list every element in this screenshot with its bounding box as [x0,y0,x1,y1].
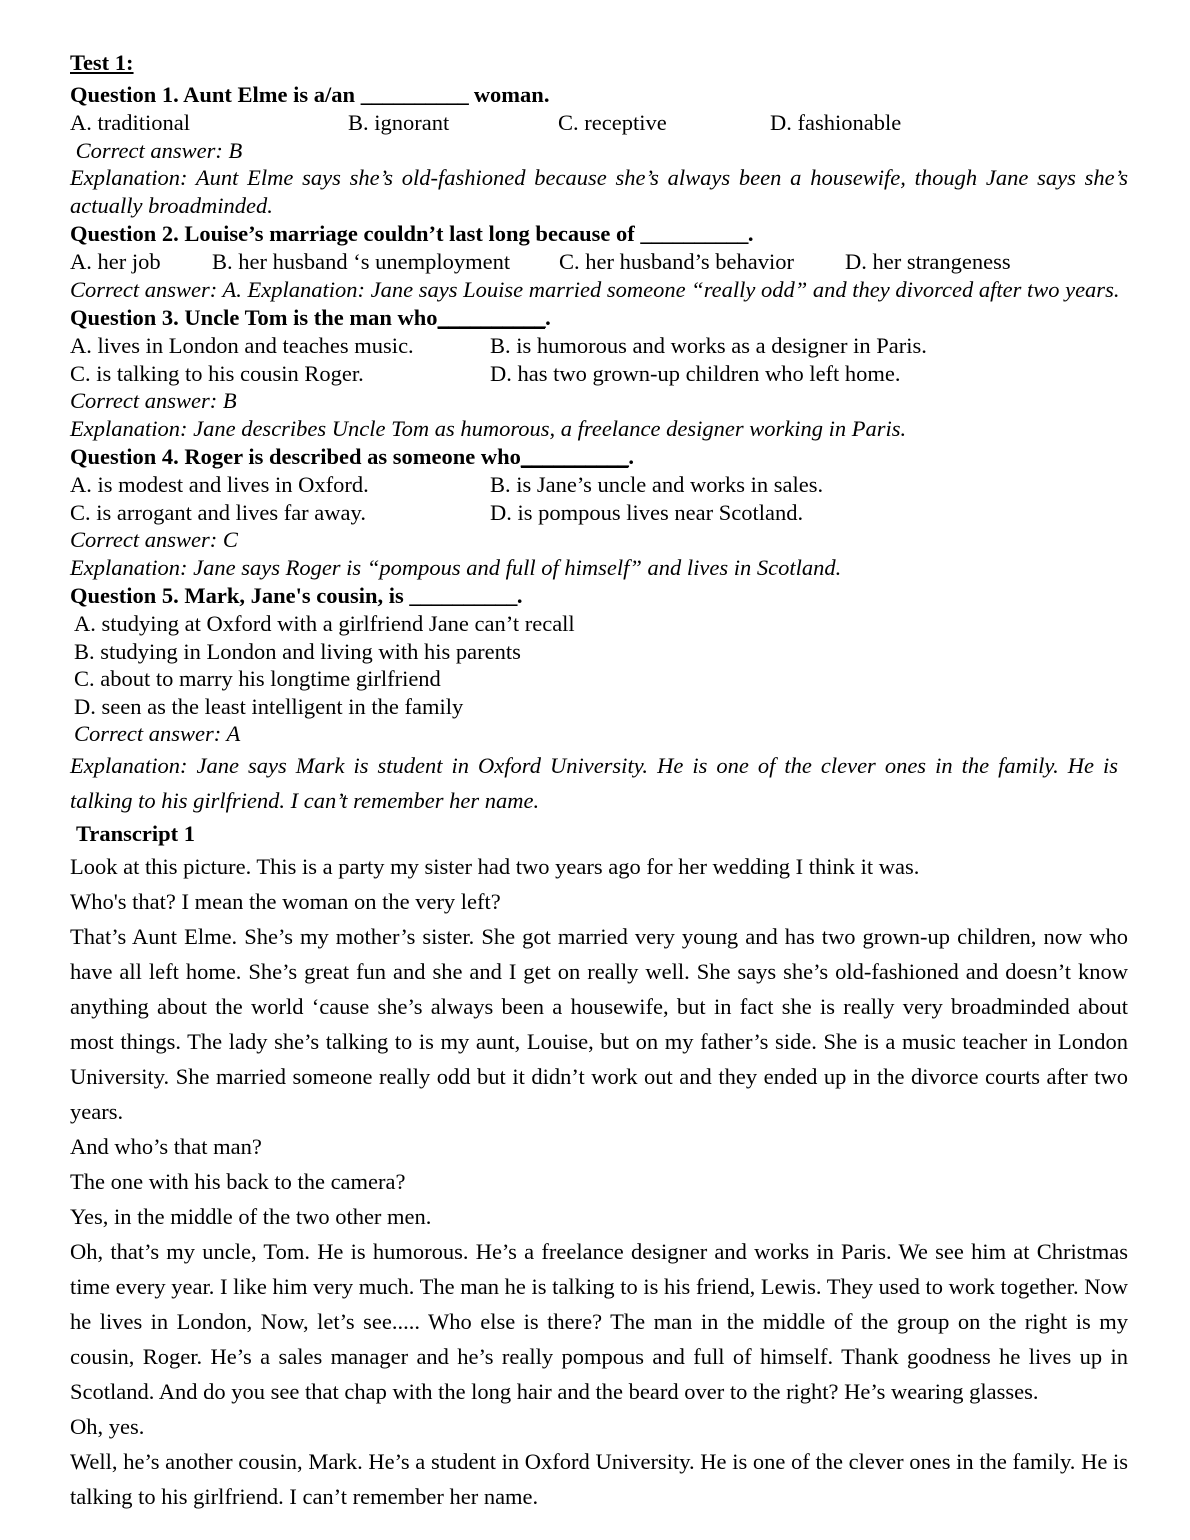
question-5-option-c[interactable]: C. about to marry his longtime girlfriend [74,666,441,691]
question-3-options-row-1 [70,332,1128,360]
question-3-options-row-2 [70,360,1128,388]
question-4-options-row-2 [70,499,1128,527]
page-title: Test 1: [70,50,134,75]
transcript-paragraph: And who’s that man? [70,1133,262,1159]
question-1-stem-before: Question 1. Aunt Elme is a/an [70,82,361,107]
question-4-option-d[interactable]: D. is pompous lives near Scotland. [490,499,804,525]
transcript-paragraph: Oh, yes. [70,1413,145,1439]
question-3-explanation: Explanation: Jane describes Uncle Tom as humorous, a freelance designer working in Paris. [70,415,907,441]
question-1-answer: Correct answer: B [70,137,243,163]
question-2-stem-after: . [747,221,754,246]
document-title-row [70,48,1128,80]
question-1-option-d[interactable]: D. fashionable [770,110,902,135]
question-2-blank: __________ [640,221,748,246]
question-5-blank: __________ [409,583,517,608]
question-5-option-a[interactable]: A. studying at Oxford with a girlfriend Jane can’t recall [74,611,575,636]
transcript-paragraph: Look at this picture. This is a party my sister had two years ago for her wedding I think it was. [70,853,920,879]
transcript-paragraph: Who's that? I mean the woman on the very left? [70,888,501,914]
transcript-paragraph: Oh, that’s my uncle, Tom. He is humorous. He’s a freelance designer and works in Paris. We see him at Christmas time every year. I like him very much. The man he is talking to is his friend, Lewis. They used to work together. Now he lives in London, Now, let’s see..... Who else is there? The man in the middle of the group on the right is my cousin, Roger. He’s a sales manager and he’s really pompous and full of himself. Thank goodness he lives up in Scotland. And do you see that chap with the long hair and the beard over to the right? He’s wearing glasses. [70,1238,1128,1404]
question-2-stem-before: Question 2. Louise’s marriage couldn’t last long because of [70,221,641,246]
question-4-answer: Correct answer: C [70,527,238,552]
question-4-option-a[interactable]: A. is modest and lives in Oxford. [70,472,369,497]
question-3-blank: __________ [437,305,546,330]
question-4-options-row-1 [70,471,1128,499]
question-5-stem [70,581,1128,610]
question-5-option-b[interactable]: B. studying in London and living with his parents [74,638,521,664]
question-1-stem-after: woman. [468,82,550,107]
question-3-answer: Correct answer: B [70,388,237,413]
question-3-stem-after: . [545,305,551,330]
question-5-option-d[interactable]: D. seen as the least intelligent in the family [74,693,464,719]
question-5-stem-after: . [516,583,523,608]
transcript-paragraph: Well, he’s another cousin, Mark. He’s a student in Oxford University. He is one of the clever ones in the family. He is talking to his girlfriend. I can’t remember her name. [70,1448,1128,1509]
question-3-stem-before: Question 3. Uncle Tom is the man who [70,305,438,330]
question-1-option-b[interactable]: B. ignorant [348,110,450,135]
question-1-blank: __________ [360,82,469,107]
question-1-explanation: Explanation: Aunt Elme says she’s old-fashioned because she’s always been a housewife, though Jane says she’s actually broadminded. [70,165,1128,218]
transcript-paragraph: That’s Aunt Elme. She’s my mother’s sister. She got married very young and has two grown-up children, now who have all left home. She’s great fun and she and I get on really well. She says she’s old-fashioned and doesn’t know anything about the world ‘cause she’s always been a housewife, but in fact she is really very broadminded about most things. The lady she’s talking to is my aunt, Louise, but on my father’s side. She is a music teacher in London University. She married someone really odd but it didn’t work out and they ended up in the divorce courts after two years. [70,923,1128,1124]
question-5-explanation: Explanation: Jane says Mark is student in Oxford University. He is one of the clever ones in the family. He is talking to his girlfriend. I can’t remember her name. [70,752,1118,813]
question-1-stem [70,80,1128,109]
transcript-heading: Transcript 1 [76,820,195,846]
question-3-option-c[interactable]: C. is talking to his cousin Roger. [70,360,364,386]
question-2-options [70,248,1128,276]
question-1-option-c[interactable]: C. receptive [558,110,667,135]
question-5-answer: Correct answer: A [74,721,241,746]
question-2-option-a[interactable]: A. her job [70,249,161,274]
question-3-option-d[interactable]: D. has two grown-up children who left home. [490,360,901,386]
question-2-stem [70,219,1128,248]
question-1-option-a[interactable]: A. traditional [70,110,190,135]
question-4-option-b[interactable]: B. is Jane’s uncle and works in sales. [490,472,824,497]
question-3-stem [70,303,1128,332]
question-2-option-c[interactable]: C. her husband’s behavior [559,249,794,274]
question-3-option-b[interactable]: B. is humorous and works as a designer in Paris. [490,333,927,358]
question-4-blank: __________ [520,444,629,469]
question-3-option-a[interactable]: A. lives in London and teaches music. [70,333,414,358]
question-2-option-b[interactable]: B. her husband ‘s unemployment [212,249,511,274]
transcript-paragraph: The one with his back to the camera? [70,1168,406,1194]
question-1-options [70,109,1128,137]
question-4-stem-before: Question 4. Roger is described as someone who [70,444,521,469]
transcript-paragraph: Yes, in the middle of the two other men. [70,1203,432,1229]
question-4-option-c[interactable]: C. is arrogant and lives far away. [70,499,366,525]
question-2-explanation: Correct answer: A. Explanation: Jane says Louise married someone “really odd” and they divorced after two years. [70,276,1120,302]
question-4-stem [70,442,1128,471]
question-4-explanation: Explanation: Jane says Roger is “pompous and full of himself” and lives in Scotland. [70,554,842,580]
question-2-option-d[interactable]: D. her strangeness [845,249,1011,274]
question-5-stem-before: Question 5. Mark, Jane's cousin, is [70,583,410,608]
question-4-stem-after: . [628,444,634,469]
